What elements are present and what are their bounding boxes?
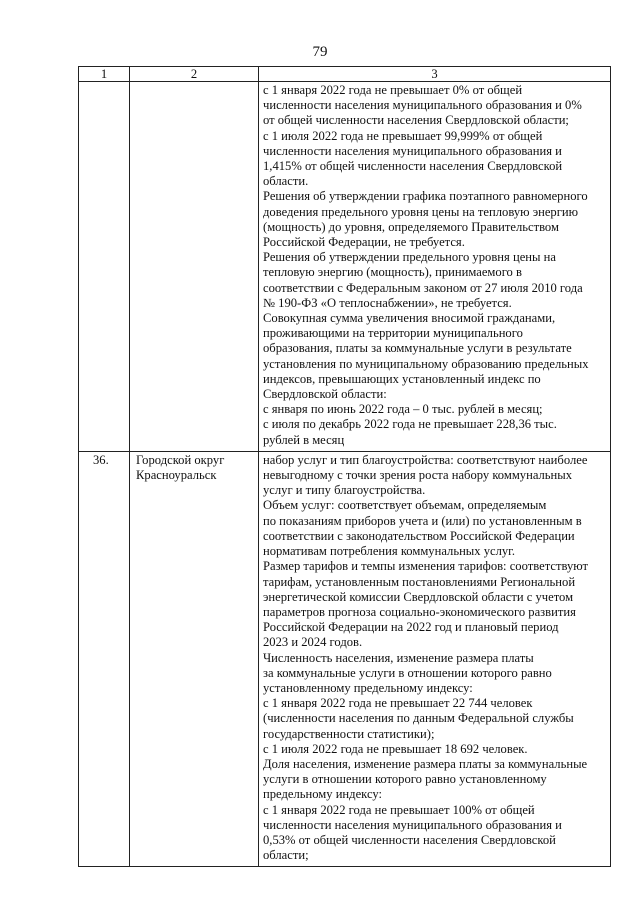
table-row	[79, 451, 611, 866]
page-number: 79	[312, 44, 328, 60]
column-header-2: 2	[130, 67, 259, 82]
municipality-name-cell	[130, 82, 259, 452]
table-header-row	[79, 67, 611, 82]
description-cell: с 1 января 2022 года не превышает 0% от общей численности населения муниципального образования и 0% от общей численности населения Свердловской области; с 1 июля 2022 года не превышает 99,999% от общей численности населения муниципального образования и 1,415% от общей численности населения Свердловской области. Решения об утверждении графика поэтапного равномерного доведения предельного уровня цены на тепловую энергию (мощность) до уровня, определяемого Правительством Российской Федерации, не требуется. Решения об утверждении предельного уровня цены на тепловую энергию (мощность), принимаемого в соответствии с Федеральным законом от 27 июля 2010 года № 190-ФЗ «О теплоснабжении», не требуется. Совокупная сумма увеличения вносимой гражданами, проживающими на территории муниципального образования, платы за коммунальные услуги в результате установления по муниципальному образованию предельных индексов, превышающих установленный индекс по Свердловской области: с января по июнь 2022 года – 0 тыс. рублей в месяц; с июля по декабрь 2022 года не превышает 228,36 тыс. рублей в месяц	[259, 82, 611, 452]
row-number-cell: 36.	[79, 451, 130, 866]
municipality-name-cell: Городской округ Красноуральск	[130, 451, 259, 866]
description-cell: набор услуг и тип благоустройства: соответствуют наиболее невыгодному с точки зрения роста набору коммунальных услуг и типу благоустройства. Объем услуг: соответствует объемам, определяемым по показаниям приборов учета и (или) по установленным в соответствии с законодательством Российской Федерации нормативам потребления коммунальных услуг. Размер тарифов и темпы изменения тарифов: соответствуют тарифам, установленным постановлениями Региональной энергетической комиссии Свердловской области с учетом параметров прогноза социально-экономического развития Российской Федерации на 2022 год и плановый период 2023 и 2024 годов. Численность населения, изменение размера платы за коммунальные услуги в отношении которого равно установленному предельному индексу: с 1 января 2022 года не превышает 22 744 человек (численности населения по данным Федеральной службы государственности статистики); с 1 июля 2022 года не превышает 18 692 человек. Доля населения, изменение размера платы за коммунальные услуги в отношении которого равно установленному предельному индексу: с 1 января 2022 года не превышает 100% от общей численности населения муниципального образования и 0,53% от общей численности населения Свердловской области;	[259, 451, 611, 866]
row-number-cell	[79, 82, 130, 452]
document-table	[78, 66, 611, 867]
column-header-1: 1	[79, 67, 130, 82]
table-row	[79, 82, 611, 452]
column-header-3: 3	[259, 67, 611, 82]
